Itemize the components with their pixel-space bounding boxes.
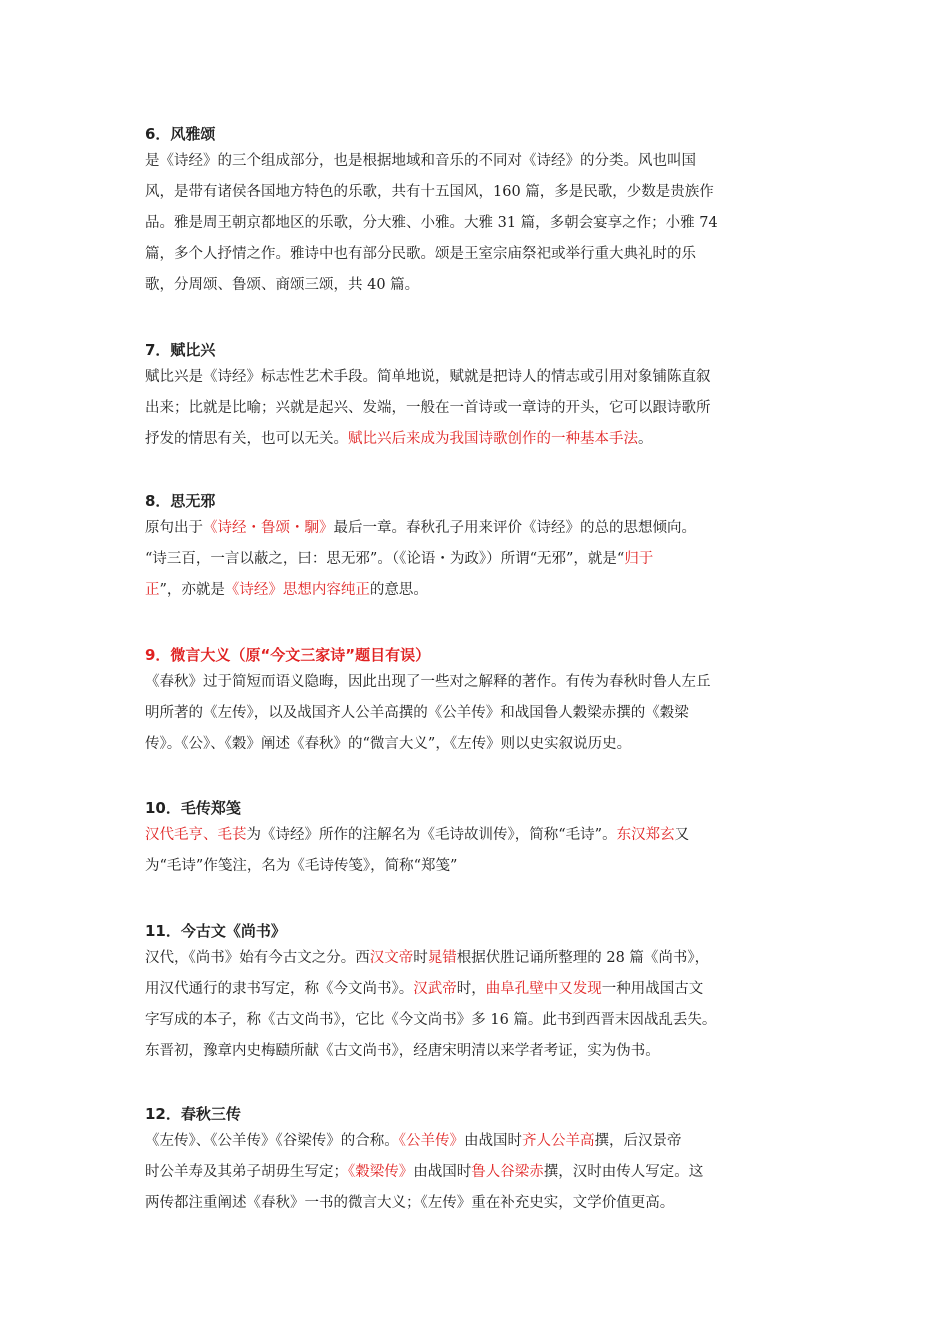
section-jin-gu-wen-shang-shu xyxy=(145,921,805,1067)
text-run: 风，是带有诸侯各国地方特色的乐歌，共有十五国风，160 篇，多是民歌，少数是贵族作 xyxy=(145,184,714,200)
section-feng-ya-song xyxy=(145,124,805,301)
text-run: 一种用战国古文 xyxy=(601,981,704,997)
text-line xyxy=(145,1157,805,1188)
text-run: 明所著的《左传》，以及战国齐人公羊高撰的《公羊传》和战国鲁人穀梁赤撰的《穀梁 xyxy=(145,705,689,721)
highlighted-text: 曲阜孔壁中又发现 xyxy=(485,981,602,997)
text-line xyxy=(145,177,805,208)
text-line xyxy=(145,729,805,760)
text-run: 最后一章。春秋孔子用来评价《诗经》的总的思想倾向。 xyxy=(333,520,696,536)
text-run: 歌，分周颂、鲁颂、商颂三颂，共 40 篇。 xyxy=(145,277,420,293)
text-line xyxy=(145,851,805,882)
text-run: 由战国时 xyxy=(464,1133,522,1149)
text-line xyxy=(145,820,805,851)
text-run: 汉代，《尚书》始有今古文之分。西 xyxy=(145,950,370,966)
text-run: 为“毛诗”作笺注，名为《毛诗传笺》，简称“郑笺” xyxy=(145,858,458,874)
section-body xyxy=(145,943,805,1067)
text-line xyxy=(145,146,805,177)
highlighted-text: 晁错 xyxy=(427,950,457,966)
section-heading: 11．今古文《尚书》 xyxy=(145,922,286,940)
text-run: 撰，后汉景帝 xyxy=(594,1133,682,1149)
text-line xyxy=(145,393,805,424)
text-run: 时 xyxy=(413,950,428,966)
text-line xyxy=(145,698,805,729)
highlighted-text: 《诗经》思想内容纯正 xyxy=(224,582,370,598)
section-heading: 7．赋比兴 xyxy=(145,341,216,359)
section-si-wu-xie xyxy=(145,491,805,606)
text-line xyxy=(145,1126,805,1157)
text-run: 为《诗经》所作的注解名为《毛诗故训传》，简称“毛诗”。 xyxy=(246,827,617,843)
text-run: 用汉代通行的隶书写定，称《今文尚书》。 xyxy=(145,981,414,997)
text-run: ”，亦就是 xyxy=(159,582,225,598)
highlighted-text: 汉代毛亨、毛苌 xyxy=(145,827,247,843)
text-run: 东晋初，豫章内史梅赜所献《古文尚书》，经唐宋明清以来学者考证，实为伪书。 xyxy=(145,1043,660,1059)
section-body xyxy=(145,513,805,606)
highlighted-text: 齐人公羊高 xyxy=(522,1133,595,1149)
text-line xyxy=(145,424,805,455)
highlighted-text: 鲁人谷梁赤 xyxy=(471,1164,544,1180)
highlighted-text: 汉文帝 xyxy=(369,950,414,966)
text-line xyxy=(145,239,805,270)
section-body xyxy=(145,362,805,455)
text-line xyxy=(145,943,805,974)
text-run: 由战国时 xyxy=(413,1164,472,1180)
text-line xyxy=(145,1036,805,1067)
text-run: 抒发的情思有关，也可以无关。 xyxy=(145,431,348,447)
text-run: 撰，汉时由传人写定。这 xyxy=(543,1164,704,1180)
text-line xyxy=(145,974,805,1005)
text-run: 篇，多个人抒情之作。雅诗中也有部分民歌。颂是王室宗庙祭祀或举行重大典礼时的乐 xyxy=(145,246,696,262)
text-run: 原句出于 xyxy=(145,520,203,536)
section-fu-bi-xing xyxy=(145,340,805,455)
text-run: 。 xyxy=(638,431,653,447)
text-run: 的意思。 xyxy=(369,582,428,598)
highlighted-text: 《公羊传》 xyxy=(398,1133,464,1149)
highlighted-text: 赋比兴后来成为我国诗歌创作的一种基本手法 xyxy=(348,431,638,447)
highlighted-text: 正 xyxy=(145,582,160,598)
text-line xyxy=(145,1005,805,1036)
text-run: 《左传》、《公羊传》《谷梁传》的合称。 xyxy=(145,1133,399,1149)
text-line xyxy=(145,362,805,393)
text-line xyxy=(145,1188,805,1219)
section-body xyxy=(145,667,805,760)
text-run: “诗三百，一言以蔽之，曰：思无邪”。（《论语・为政》）所谓“无邪”，就是“ xyxy=(145,551,625,567)
text-line xyxy=(145,270,805,301)
highlighted-text: 《穀梁传》 xyxy=(348,1164,414,1180)
text-run: 又 xyxy=(674,827,690,843)
section-mao-zhuan-zheng-jian xyxy=(145,798,805,882)
section-heading: 10．毛传郑笺 xyxy=(145,799,241,817)
section-body xyxy=(145,146,805,301)
text-run: 时， xyxy=(456,981,486,997)
section-heading: 6．风雅颂 xyxy=(145,125,216,143)
section-wei-yan-da-yi xyxy=(145,645,805,760)
text-run: 根据伏胜记诵所整理的 28 篇《尚书》， xyxy=(456,950,710,966)
text-run: 两传都注重阐述《春秋》一书的微言大义；《左传》重在补充史实，文学价值更高。 xyxy=(145,1195,675,1211)
highlighted-text: 《诗经・鲁颂・駉》 xyxy=(203,520,334,536)
section-body xyxy=(145,1126,805,1219)
text-line xyxy=(145,544,805,575)
text-line xyxy=(145,208,805,239)
section-heading: 8．思无邪 xyxy=(145,492,216,510)
text-line xyxy=(145,513,805,544)
section-heading: 12．春秋三传 xyxy=(145,1105,241,1123)
highlighted-text: 东汉郑玄 xyxy=(616,827,675,843)
text-line xyxy=(145,575,805,606)
text-line xyxy=(145,667,805,698)
text-run: 字写成的本子，称《古文尚书》，它比《今文尚书》多 16 篇。此书到西晋末因战乱丢失。 xyxy=(145,1012,717,1028)
highlighted-text: 归于 xyxy=(624,551,654,567)
text-run: 是《诗经》的三个组成部分，也是根据地域和音乐的不同对《诗经》的分类。风也叫国 xyxy=(145,153,696,169)
text-run: 赋比兴是《诗经》标志性艺术手段。简单地说，赋就是把诗人的情志或引用对象铺陈直叙 xyxy=(145,369,711,385)
text-run: 出来；比就是比喻；兴就是起兴、发端，一般在一首诗或一章诗的开头，它可以跟诗歌所 xyxy=(145,400,711,416)
section-heading: 9．微言大义（原“今文三家诗”题目有误） xyxy=(145,646,431,664)
text-run: 《春秋》过于简短而语义隐晦，因此出现了一些对之解释的著作。有传为春秋时鲁人左丘 xyxy=(145,674,711,690)
text-run: 传》。《公》、《穀》阐述《春秋》的“微言大义”，《左传》则以史实叙说历史。 xyxy=(145,736,632,752)
highlighted-text: 汉武帝 xyxy=(413,981,457,997)
text-run: 时公羊寿及其弟子胡毋生写定； xyxy=(145,1164,348,1180)
section-body xyxy=(145,820,805,882)
section-chun-qiu-san-zhuan xyxy=(145,1104,805,1219)
text-run: 品。雅是周王朝京都地区的乐歌，分大雅、小雅。大雅 31 篇，多朝会宴享之作；小雅 74 xyxy=(145,215,718,231)
